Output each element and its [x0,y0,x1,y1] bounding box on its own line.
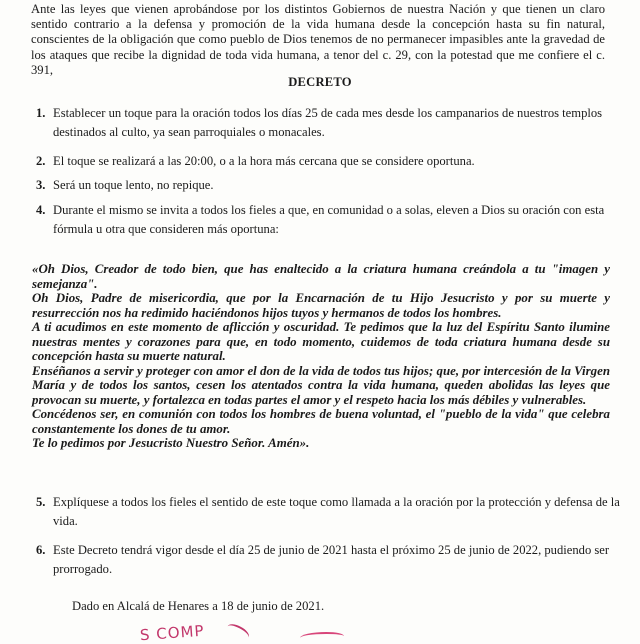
official-stamp: S COMP [139,621,206,644]
decree-item-4 [36,201,627,239]
prayer-line-4: Enséñanos a servir y proteger con amor el don de la vida de todos tus hijos; que, por intercesión de la Virgen María y de todos los santos, cesen los atentados contra la vida humana, queden abolidas las leyes que provocan su muerte, y fortalezca en todas partes el amor y el respeto hacia los más débiles y vulnerables. [32,363,610,407]
prayer-line-1: «Oh Dios, Creador de todo bien, que has enaltecido a la criatura humana creándola a tu "imagen y semejanza". [32,262,610,291]
decree-item-5 [36,493,627,531]
item-number: 6. [36,543,46,557]
item-text: Será un toque lento, no repique. [53,178,214,192]
prayer-line-2: Oh Dios, Padre de misericordia, que por la Encarnación de tu Hijo Jesucristo y por su muerte y resurrección nos ha redimido haciéndonos hijos tuyos y hermanos de todos los hombres. [32,291,610,320]
decree-item-3 [36,176,627,195]
item-number: 5. [36,495,46,509]
prayer-line-5: Concédenos ser, en comunión con todos los hombres de buena voluntad, el "pueblo de la vida" que celebra constantemente los dones de tu amor. [32,407,610,436]
signature-stroke [300,632,344,642]
decree-item-6 [36,541,627,579]
item-text: El toque se realizará a las 20:00, o a la hora más cercana que se considere oportuna. [53,154,475,168]
item-text: Durante el mismo se invita a todos los fieles a que, en comunidad o a solas, eleven a Dios su oración con esta fórmula u otra que consideren más oportuna: [53,203,605,236]
decree-heading: DECRETO [288,75,352,89]
item-number: 1. [36,106,46,120]
item-text: Este Decreto tendrá vigor desde el día 25 de junio de 2021 hasta el próximo 25 de junio de 2022, pudiendo ser prorrogado. [53,543,610,576]
prayer-line-6: Te lo pedimos por Jesucristo Nuestro Señor. Amén». [32,436,310,450]
prayer-block [32,262,610,451]
closing-date-line: Dado en Alcalá de Henares a 18 de junio de 2021. [72,599,325,613]
item-text: Explíquese a todos los fieles el sentido de este toque como llamada a la oración por la protección y defensa de la vida. [53,495,620,528]
item-number: 2. [36,154,46,168]
intro-paragraph: Ante las leyes que vienen aprobándose por los distintos Gobiernos de nuestra Nación y que tienen un claro sentido contrario a la defensa y promoción de la vida humana desde la concepción hasta su fin natural, conscientes de la obligación que como pueblo de Dios tenemos de no permanecer impasibles ante la gravedad de los ataques que recibe la dignidad de toda vida humana, a tenor del c. 29, con la potestad que me confiere el c. 391, [31,2,605,77]
item-number: 3. [36,178,46,192]
item-number: 4. [36,203,46,217]
decree-item-1 [36,104,627,142]
prayer-line-3: A ti acudimos en este momento de aflicción y oscuridad. Te pedimos que la luz del Espíritu Santo ilumine nuestras mentes y corazones para que, en todo momento, cuidemos de toda criatura humana desde su concepción hasta su muerte natural. [32,320,610,363]
item-text: Establecer un toque para la oración todos los días 25 de cada mes desde los campanarios de nuestros templos destinados al culto, ya sean parroquiales o monacales. [53,106,603,139]
decree-item-2 [36,152,627,171]
